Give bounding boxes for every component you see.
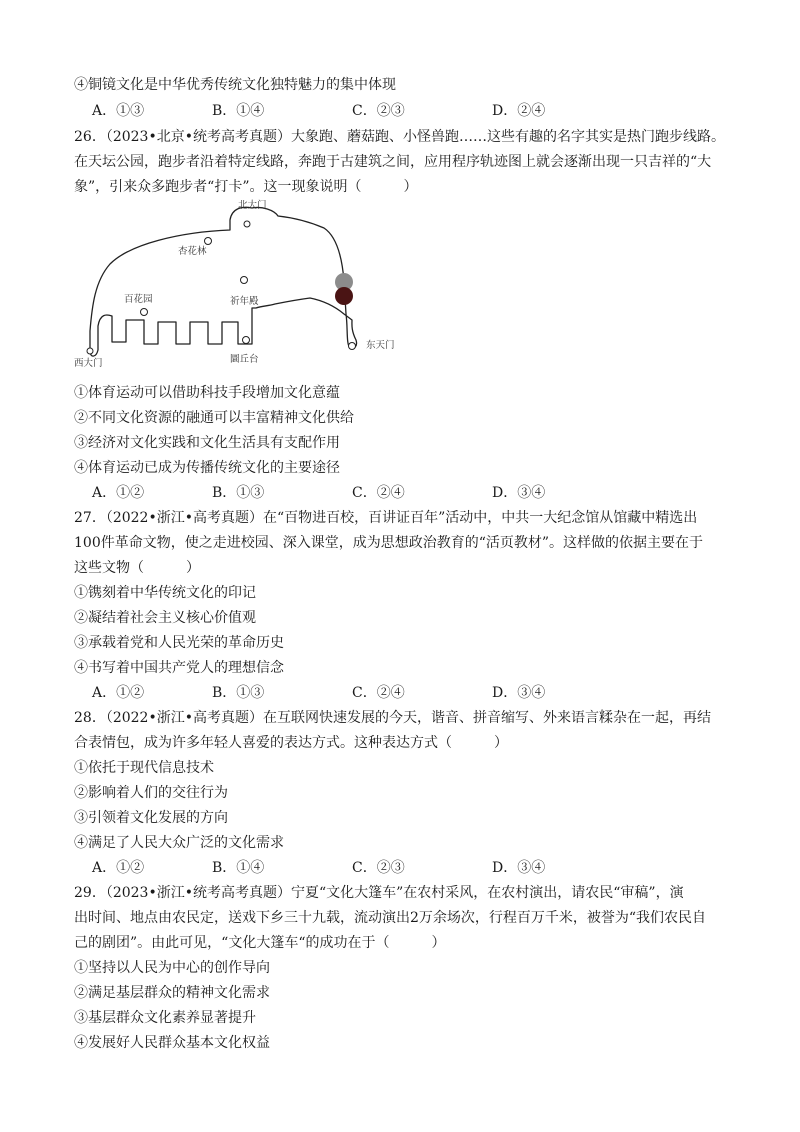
option-a[interactable]: A．①③ [92,103,145,119]
qiniandian-marker [241,277,248,284]
option-b[interactable]: B．①④ [212,103,265,119]
option-a[interactable]: A．①② [92,485,145,501]
statement-4: ④书写着中国共产党人的理想信念 [74,660,284,676]
option-c[interactable]: C．②③ [352,103,405,119]
west-gate-label: 西大门 [74,358,103,369]
statement-3: ③基层群众文化素养显著提升 [74,1010,256,1026]
option-d[interactable]: D．③④ [492,685,546,701]
question-26-stem-line: 26．（2023•北京•统考高考真题）大象跑、蘑菇跑、小怪兽跑……这些有趣的名字其实是热门跑步线路。 [74,129,725,145]
statement-2: ②影响着人们的交往行为 [74,785,228,801]
elephant-route-map [70,196,410,372]
option-c[interactable]: C．②④ [352,485,405,501]
question-27-stem-line: 27．（2022•浙江•高考真题）在“百物进百校，百讲证百年”活动中，中共一大纪念馆从馆藏中精选出 [74,510,698,526]
question-29-stem-line: 己的剧团”。由此可见，“文化大篷车“的成功在于（ ） [74,935,446,951]
option-d[interactable]: D．③④ [492,860,546,876]
statement-3: ③引领着文化发展的方向 [74,810,228,826]
option-d[interactable]: D．③④ [492,485,546,501]
option-c[interactable]: C．②④ [352,685,405,701]
question-26-stem-line: 在天坛公园，跑步者沿着特定线路，奔跑于古建筑之间，应用程序轨迹图上就会逐渐出现一只吉祥的“大 [74,154,712,170]
option-b[interactable]: B．①④ [212,860,265,876]
statement-4: ④体育运动已成为传播传统文化的主要途径 [74,460,340,476]
question-28-stem-line: 28．（2022•浙江•高考真题）在互联网快速发展的今天，谐音、拼音缩写、外来语言糅杂在一起，再结 [74,710,711,726]
statement-4: ④发展好人民群众基本文化权益 [74,1035,270,1051]
statement-4: ④满足了人民大众广泛的文化需求 [74,835,284,851]
baihuayuan-marker [141,309,148,316]
statement-1: ①坚持以人民为中心的创作导向 [74,960,270,976]
baihuayuan-label: 百花园 [124,294,153,305]
statement-4: ④铜镜文化是中华优秀传统文化独特魅力的集中体现 [74,77,396,93]
statement-1: ①体育运动可以借助科技手段增加文化意蕴 [74,385,340,401]
question-28-stem-line: 合表情包，成为许多年轻人喜爱的表达方式。这种表达方式（ ） [74,735,508,751]
question-29-stem-line: 出时间、地点由农民定，送戏下乡三十九载，流动演出2万余场次，行程百万千米，被誉为“我们农民自 [74,910,707,926]
statement-1: ①依托于现代信息技术 [74,760,214,776]
question-27-stem-line: 这些文物（ ） [74,560,200,576]
option-d[interactable]: D．②④ [492,103,546,119]
option-a[interactable]: A．①② [92,860,145,876]
running-route-path [90,207,357,356]
statement-3: ③承载着党和人民光荣的革命历史 [74,635,284,651]
east-gate-marker [349,343,356,350]
statement-3: ③经济对文化实践和文化生活具有支配作用 [74,435,340,451]
qiniandian-label: 祈年殿 [230,296,259,307]
east-gate-label: 东天门 [366,340,395,351]
option-c[interactable]: C．②③ [352,860,405,876]
option-a[interactable]: A．①② [92,685,145,701]
elephant-eye-dark [335,287,353,305]
statement-1: ①镌刻着中华传统文化的印记 [74,585,256,601]
question-27-stem-line: 100件革命文物，使之走进校园、深入课堂，成为思想政治教育的“活页教材”。这样做的依据主要在于 [74,535,704,551]
xinghualin-marker [205,238,212,245]
north-gate-marker [244,221,250,227]
option-b[interactable]: B．①③ [212,685,265,701]
statement-2: ②满足基层群众的精神文化需求 [74,985,270,1001]
statement-2: ②不同文化资源的融通可以丰富精神文化供给 [74,410,354,426]
xinghualin-label: 杏花林 [178,246,207,257]
north-gate-label: 北大门 [238,200,267,211]
huanqiutai-marker [243,337,250,344]
question-29-stem-line: 29．（2023•浙江•统考高考真题）宁夏“文化大篷车”在农村采风，在农村演出，请农民“审稿”，演 [74,885,684,901]
statement-2: ②凝结着社会主义核心价值观 [74,610,256,626]
question-26-stem-line: 象”，引来众多跑步者“打卡”。这一现象说明（ ） [74,179,418,195]
huanqiutai-label: 圜丘台 [230,354,259,365]
option-b[interactable]: B．①③ [212,485,265,501]
